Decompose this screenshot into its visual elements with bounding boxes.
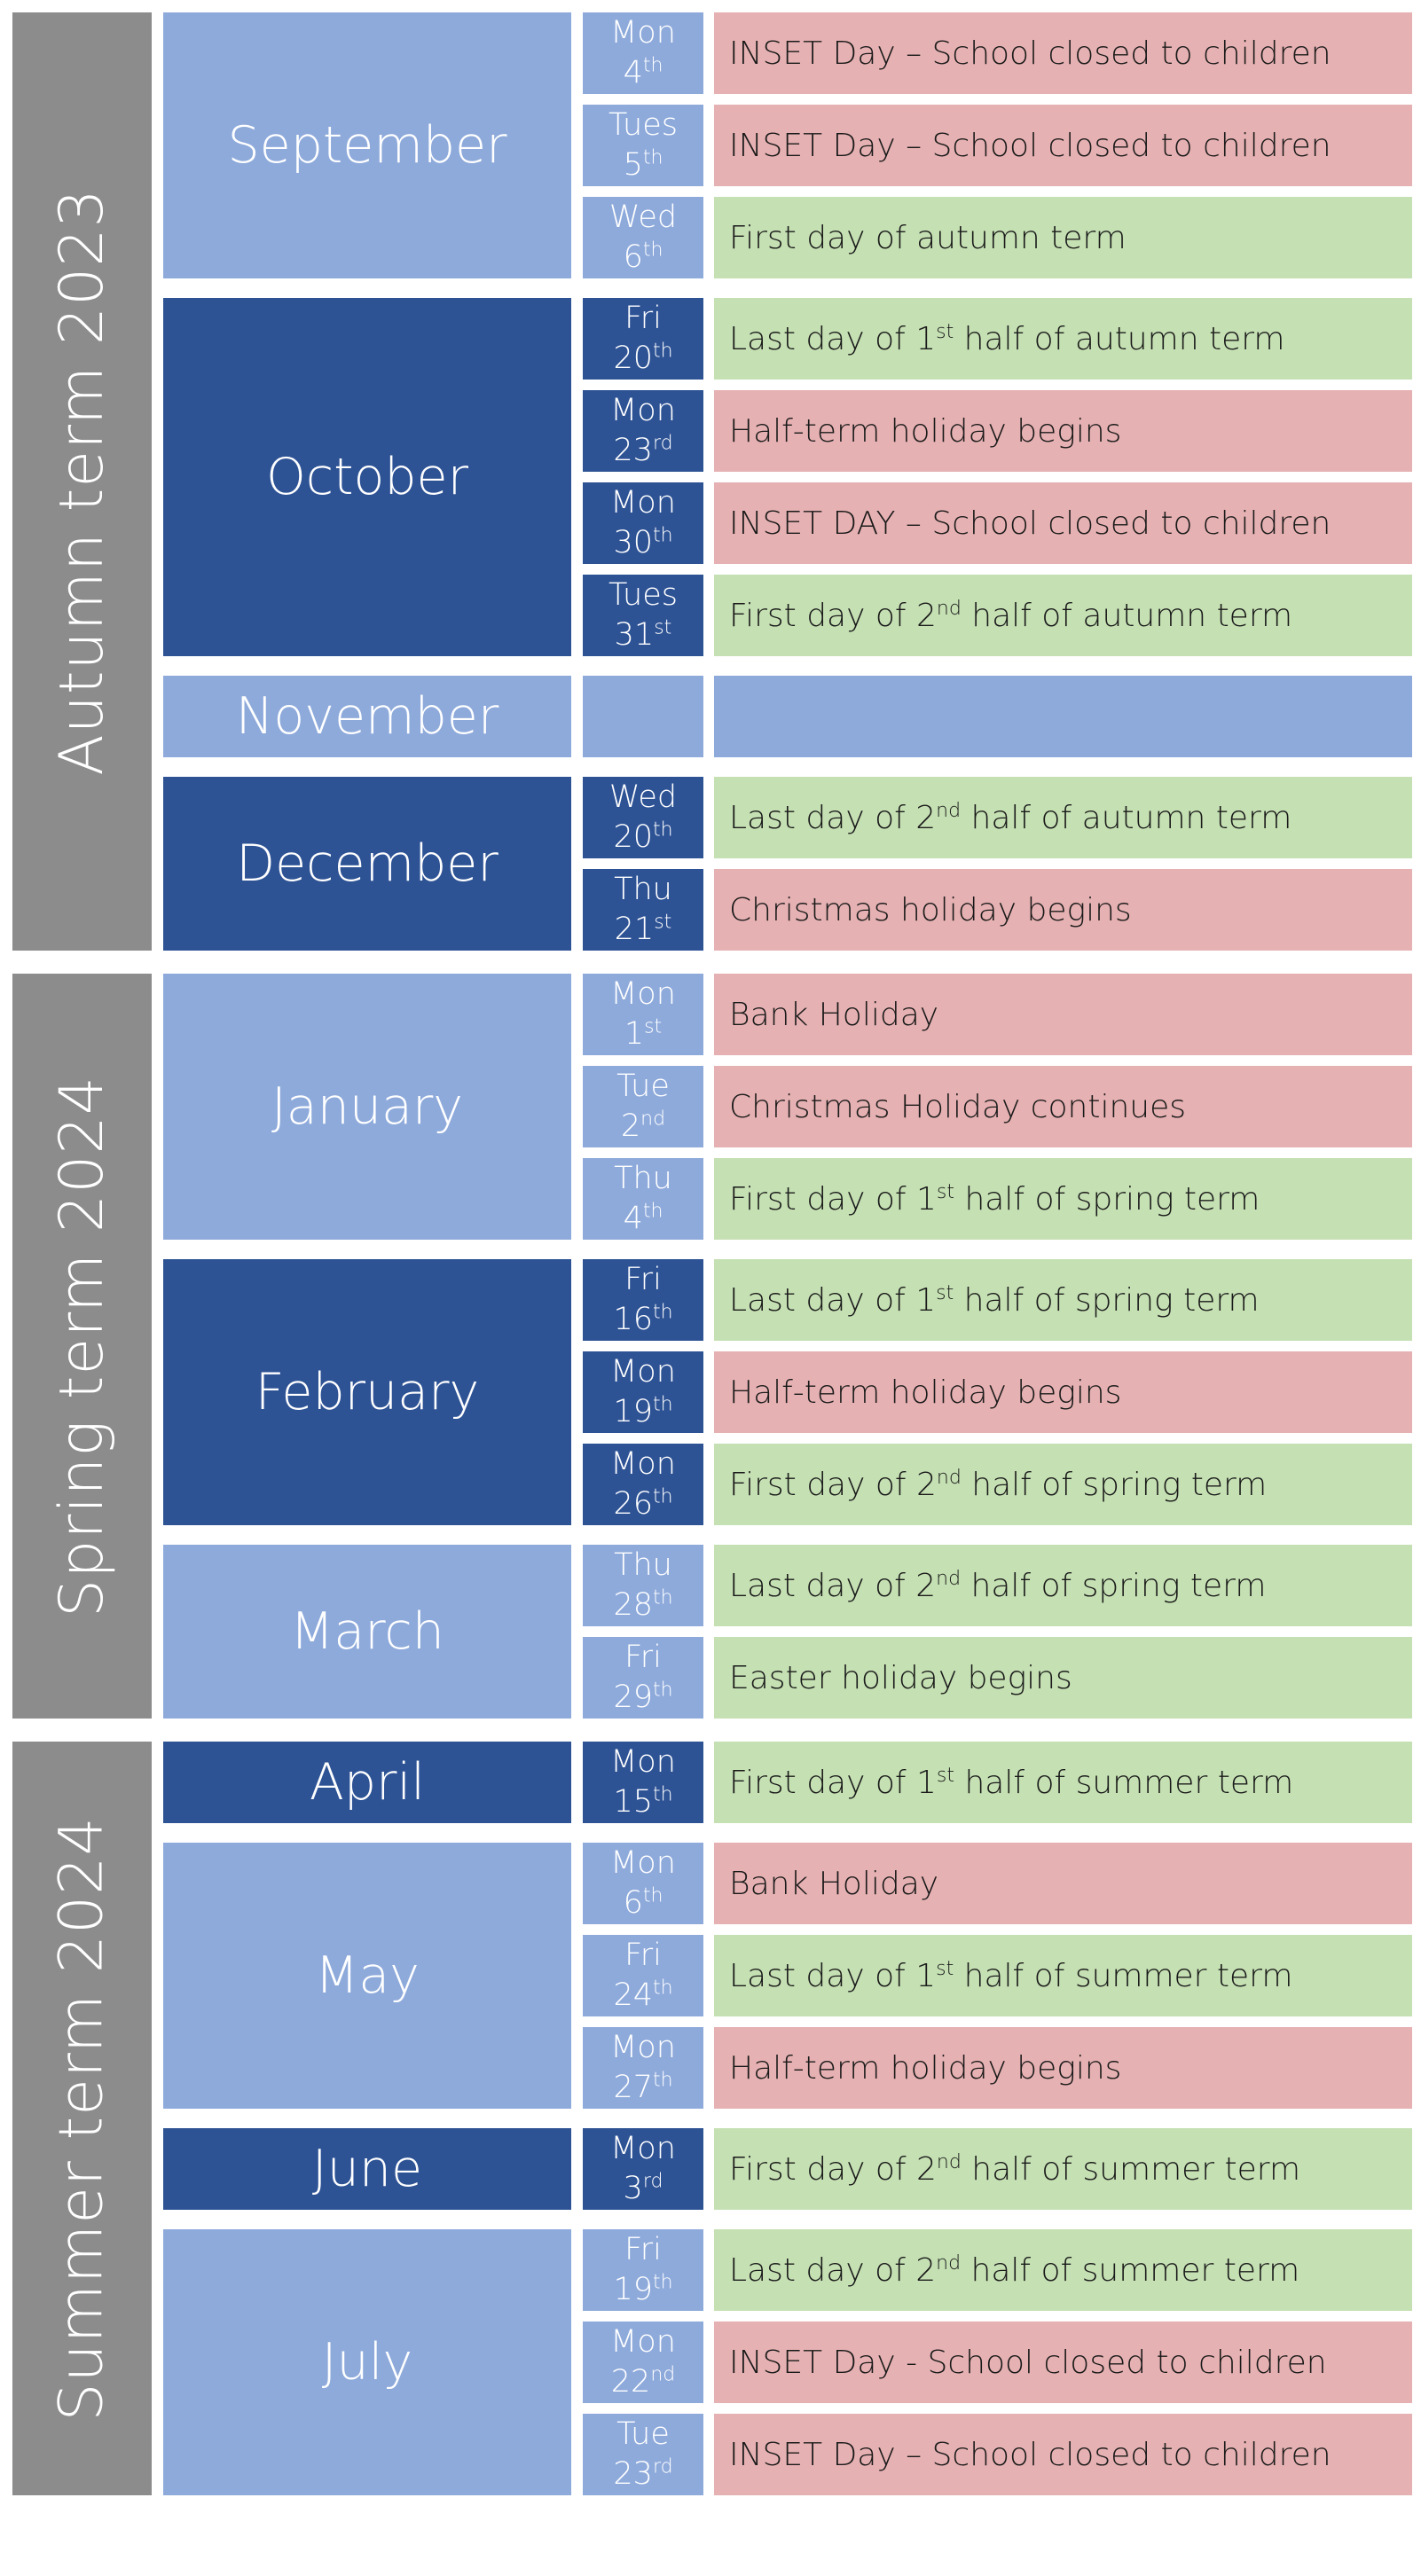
event-text: INSET Day – School closed to children (729, 2436, 1331, 2473)
event-text: Half-term holiday begins (729, 412, 1122, 450)
day-number: 28th (613, 1586, 673, 1623)
day-of-week: Wed (608, 200, 678, 235)
day-of-week: Fri (624, 301, 662, 336)
day-of-week: Tues (608, 107, 678, 143)
month-july: July (163, 2229, 571, 2495)
event-cell (714, 197, 1412, 278)
date-cell (583, 1935, 703, 2016)
day-number: 2nd (620, 1108, 666, 1144)
month-june: June (163, 2128, 571, 2210)
month-october: October (163, 298, 571, 656)
date-cell (583, 1158, 703, 1240)
event-cell (714, 2322, 1412, 2403)
date-cell (583, 1259, 703, 1341)
event-text: Christmas Holiday continues (729, 1088, 1187, 1125)
date-cell (583, 869, 703, 951)
event-cell (714, 676, 1412, 757)
date-cell (583, 2414, 703, 2495)
event-cell (714, 777, 1412, 858)
date-cell (583, 1637, 703, 1719)
date-cell (583, 1066, 703, 1147)
term-label: Autumn term 2023 (47, 187, 117, 776)
event-cell (714, 2128, 1412, 2210)
event-cell (714, 105, 1412, 186)
event-cell (714, 1637, 1412, 1719)
day-number: 26th (613, 1485, 673, 1522)
date-cell (583, 298, 703, 380)
event-text: Bank Holiday (729, 996, 939, 1033)
day-of-week: Mon (610, 1446, 676, 1482)
event-cell (714, 974, 1412, 1055)
day-of-week: Thu (614, 1161, 672, 1196)
day-number: 5th (623, 146, 663, 183)
day-number: 3rd (623, 2170, 663, 2206)
day-of-week: Fri (624, 1938, 662, 1973)
day-number: 21st (614, 911, 672, 947)
day-number: 23rd (613, 432, 673, 468)
date-cell (583, 197, 703, 278)
day-of-week: Thu (614, 1547, 672, 1583)
event-cell (714, 2414, 1412, 2495)
event-cell (714, 1351, 1412, 1433)
event-text: Last day of 2nd half of spring term (729, 1567, 1267, 1604)
event-text: Last day of 1st half of autumn term (729, 320, 1285, 357)
day-number: 29th (613, 1679, 673, 1715)
month-march: March (163, 1545, 571, 1719)
event-text: INSET Day - School closed to children (729, 2344, 1327, 2381)
event-cell (714, 575, 1412, 656)
day-of-week: Mon (610, 1744, 676, 1780)
day-of-week: Mon (610, 1354, 676, 1390)
day-number: 1st (624, 1015, 663, 1052)
day-number: 6th (623, 1884, 663, 1921)
date-cell (583, 1444, 703, 1525)
event-text: Last day of 2nd half of autumn term (729, 799, 1292, 836)
month-september: September (163, 12, 571, 278)
event-cell (714, 869, 1412, 951)
event-cell (714, 298, 1412, 380)
day-of-week: Mon (610, 2030, 676, 2065)
date-cell (583, 390, 703, 472)
day-number: 19th (613, 2271, 673, 2307)
event-text: Last day of 1st half of spring term (729, 1281, 1260, 1319)
month-december: December (163, 777, 571, 951)
date-cell (583, 2128, 703, 2210)
event-text: INSET Day – School closed to children (729, 127, 1331, 164)
event-cell (714, 2027, 1412, 2109)
day-number: 31st (614, 616, 672, 653)
event-cell (714, 390, 1412, 472)
event-text: Half-term holiday begins (729, 1374, 1122, 1411)
day-of-week: Tue (616, 1069, 670, 1104)
date-cell (583, 2027, 703, 2109)
term-label: Spring term 2024 (47, 1075, 117, 1617)
term-label: Summer term 2024 (47, 1815, 118, 2422)
month-november: November (163, 676, 571, 757)
day-number: 30th (613, 524, 673, 560)
day-number: 4th (623, 1200, 663, 1236)
date-cell (583, 777, 703, 858)
date-cell (583, 1545, 703, 1626)
day-of-week: Mon (610, 2324, 676, 2360)
date-cell (583, 2322, 703, 2403)
day-number: 20th (613, 340, 673, 376)
month-january: January (163, 974, 571, 1240)
month-february: February (163, 1259, 571, 1525)
day-of-week: Mon (610, 485, 676, 521)
event-text: Last day of 2nd half of summer term (729, 2251, 1300, 2289)
term-band-spring-term-2024 (12, 974, 152, 1719)
day-number: 19th (613, 1393, 673, 1429)
event-cell (714, 482, 1412, 564)
event-cell (714, 1444, 1412, 1525)
day-number: 24th (613, 1977, 673, 2013)
event-cell (714, 1935, 1412, 2016)
month-may: May (163, 1843, 571, 2109)
day-of-week: Fri (624, 1262, 662, 1297)
day-of-week: Mon (610, 393, 676, 428)
day-of-week: Tues (608, 577, 678, 613)
day-number: 15th (613, 1783, 673, 1820)
day-of-week: Mon (610, 2131, 676, 2166)
date-cell (583, 1351, 703, 1433)
event-text: Bank Holiday (729, 1865, 939, 1902)
day-of-week: Wed (608, 779, 678, 815)
event-text: First day of 2nd half of autumn term (729, 597, 1293, 634)
day-of-week: Mon (610, 15, 676, 51)
date-cell (583, 12, 703, 94)
event-text: First day of autumn term (729, 219, 1127, 256)
date-cell (583, 1843, 703, 1924)
event-text: INSET Day – School closed to children (729, 35, 1331, 72)
event-cell (714, 1158, 1412, 1240)
date-cell (583, 676, 703, 757)
day-of-week: Mon (610, 1845, 676, 1881)
event-text: First day of 2nd half of spring term (729, 1466, 1268, 1503)
event-text: Easter holiday begins (729, 1659, 1072, 1696)
event-text: INSET DAY – School closed to children (729, 505, 1331, 542)
event-text: Half-term holiday begins (729, 2049, 1122, 2087)
event-cell (714, 1259, 1412, 1341)
event-cell (714, 12, 1412, 94)
day-of-week: Tue (616, 2416, 670, 2452)
event-text: First day of 2nd half of summer term (729, 2150, 1301, 2188)
event-cell (714, 1742, 1412, 1823)
day-of-week: Fri (624, 2232, 662, 2267)
event-cell (714, 2229, 1412, 2311)
date-cell (583, 575, 703, 656)
event-cell (714, 1545, 1412, 1626)
day-number: 23rd (613, 2455, 673, 2492)
day-of-week: Thu (614, 872, 672, 907)
date-cell (583, 482, 703, 564)
day-number: 20th (613, 818, 673, 855)
event-text: First day of 1st half of spring term (729, 1180, 1260, 1218)
term-band-summer-term-2024 (12, 1742, 152, 2495)
event-text: Christmas holiday begins (729, 891, 1132, 928)
event-text: First day of 1st half of summer term (729, 1764, 1294, 1801)
day-number: 27th (613, 2069, 673, 2105)
date-cell (583, 974, 703, 1055)
day-of-week: Fri (624, 1640, 662, 1675)
date-cell (583, 2229, 703, 2311)
event-cell (714, 1843, 1412, 1924)
event-text: Last day of 1st half of summer term (729, 1957, 1293, 1994)
day-of-week: Mon (610, 976, 676, 1012)
day-number: 6th (623, 239, 663, 275)
date-cell (583, 105, 703, 186)
term-band-autumn-term-2023 (12, 12, 152, 951)
month-april: April (163, 1742, 571, 1823)
date-cell (583, 1742, 703, 1823)
day-number: 22nd (610, 2363, 676, 2400)
event-cell (714, 1066, 1412, 1147)
day-number: 16th (613, 1301, 673, 1337)
day-number: 4th (623, 54, 663, 90)
